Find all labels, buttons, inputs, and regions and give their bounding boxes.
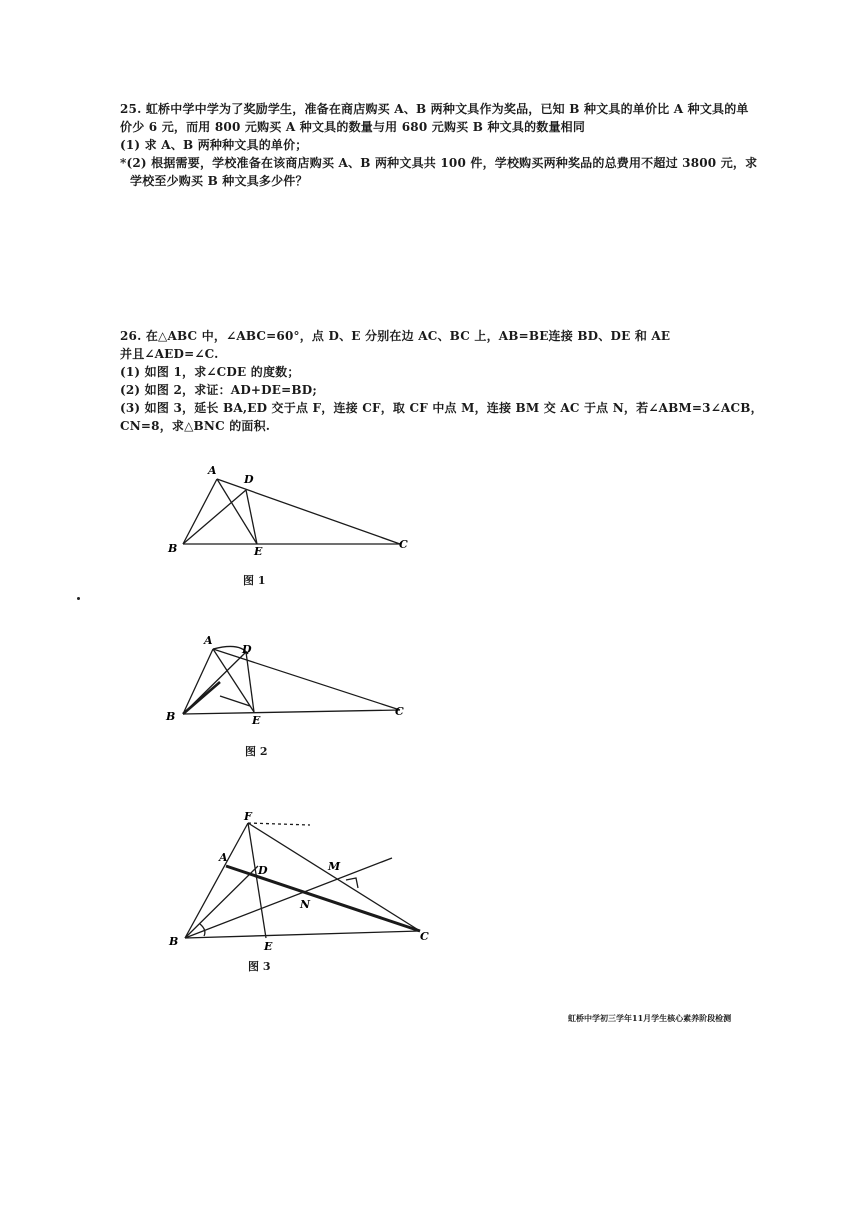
angle-mark-m xyxy=(346,878,358,888)
point-label-f: F xyxy=(244,810,252,823)
point-label-a: A xyxy=(208,464,217,477)
segment-ab xyxy=(183,649,213,714)
question-25-part-2-cont: 学校至少购买 B 种文具多少件？ xyxy=(130,174,308,188)
figure-3 xyxy=(160,808,450,978)
angle-mark xyxy=(200,924,205,936)
point-label-b: B xyxy=(168,542,178,555)
point-label-m: M xyxy=(328,860,341,873)
point-label-c: C xyxy=(399,538,408,551)
figure-3-caption: 图 3 xyxy=(248,960,271,973)
segment-ab xyxy=(183,479,217,544)
point-label-e: E xyxy=(254,545,263,558)
question-26-part-3: (3) 如图 3，延长 BA,ED 交于点 F，连接 CF，取 CF 中点 M，连接 BM 交 AC 于点 N，若∠ABM=3∠ACB， xyxy=(120,401,763,415)
helper-line xyxy=(248,823,310,825)
point-label-b: B xyxy=(169,935,179,948)
point-label-n: N xyxy=(300,898,311,911)
point-label-b: B xyxy=(166,710,176,723)
point-label-a: A xyxy=(204,634,213,647)
figure-1-diagram xyxy=(160,460,420,560)
segment-ae xyxy=(213,649,254,712)
helper-stroke xyxy=(220,696,250,706)
question-26-line-1: 26. 在△ABC 中，∠ABC=60°，点 D、E 分别在边 AC、BC 上，AB=BE连接 BD、DE 和 AE xyxy=(120,329,671,343)
segment-ac xyxy=(213,649,400,710)
segment-fc xyxy=(248,823,420,931)
segment-bc xyxy=(183,710,400,714)
segment-bm xyxy=(185,858,392,938)
figure-2-diagram xyxy=(160,630,420,730)
question-26-line-2: 并且∠AED=∠C. xyxy=(120,347,219,361)
segment-ac xyxy=(217,479,400,544)
question-26 xyxy=(120,327,800,435)
point-label-e: E xyxy=(264,940,273,953)
question-25-line-2: 价少 6 元，而用 800 元购买 A 种文具的数量与用 680 元购买 B 种文具的数量相同 xyxy=(120,120,586,134)
question-26-part-3-cont: CN=8，求△BNC 的面积. xyxy=(120,419,271,433)
point-label-a: A xyxy=(219,851,228,864)
point-label-e: E xyxy=(252,714,261,727)
segment-bd xyxy=(183,490,246,544)
segment-ac xyxy=(226,866,420,931)
question-26-part-1: (1) 如图 1，求∠CDE 的度数； xyxy=(120,365,300,379)
segment-bf xyxy=(185,823,248,938)
figure-2 xyxy=(160,630,420,760)
question-25-part-2: *(2) 根据需要，学校准备在该商店购买 A、B 两种文具共 100 件，学校购买两种奖品的总费用不超过 3800 元，求 xyxy=(120,156,758,170)
point-label-d: D xyxy=(242,643,252,656)
point-label-c: C xyxy=(420,930,429,943)
point-label-d: D xyxy=(244,473,254,486)
point-label-d: D xyxy=(258,864,268,877)
point-label-c: C xyxy=(395,705,404,718)
segment-bd xyxy=(185,866,258,938)
question-25-part-1: (1) 求 A、B 两种种文具的单价； xyxy=(120,138,308,152)
figure-3-diagram xyxy=(160,808,450,958)
figure-2-caption: 图 2 xyxy=(245,745,268,758)
question-26-part-2: (2) 如图 2，求证：AD+DE=BD; xyxy=(120,383,317,397)
question-25 xyxy=(120,100,800,190)
figure-1-caption: 图 1 xyxy=(243,574,266,587)
page-footer: 虹桥中学初三学年11月学生核心素养阶段检测 xyxy=(568,1013,732,1023)
stray-mark xyxy=(77,597,80,600)
question-25-line-1: 25. 虹桥中学中学为了奖励学生，准备在商店购买 A、B 两种文具作为奖品，已知 B 种文具的单价比 A 种文具的单 xyxy=(120,102,749,116)
segment-fe xyxy=(248,823,266,938)
bold-stroke xyxy=(183,682,220,714)
segment-bc xyxy=(185,931,420,938)
figure-1 xyxy=(160,460,420,590)
